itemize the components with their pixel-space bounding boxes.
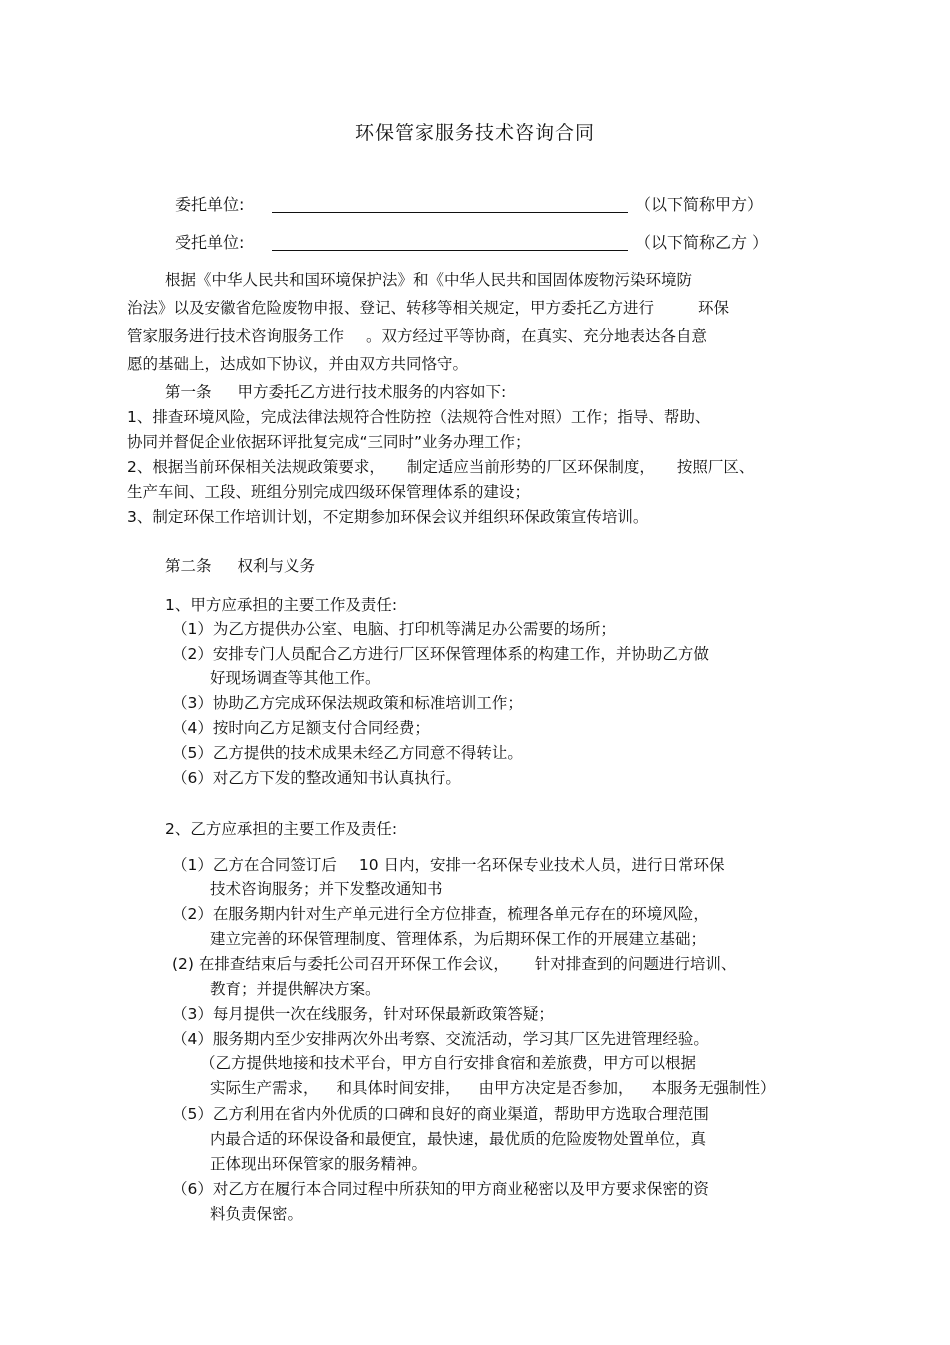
document-title: 环保管家服务技术咨询合同 [354, 122, 595, 144]
intro-line [127, 297, 729, 319]
partyA-line: （5）乙方提供的技术成果未经乙方同意不得转让。 [172, 744, 523, 762]
item-text: 2、根据当前环保相关法规政策要求， [127, 458, 385, 476]
item-text: 协同并督促企业依据环评批复完成“三同时”业务办理工作； [127, 433, 531, 451]
intro-line [165, 269, 692, 291]
partyB-line [172, 854, 725, 876]
partyB-line: 技术咨询服务；并下发整改通知书 [210, 880, 443, 898]
article1-item [127, 431, 531, 453]
line-text: 针对排查到的问题进行培训、 [534, 955, 737, 973]
intro-line [127, 325, 707, 347]
contractor-blank-line[interactable] [272, 250, 628, 251]
intro-text: 治法》以及安徽省危险废物申报、登记、转移等相关规定，甲方委托乙方进行 [127, 299, 655, 317]
partyA-line: （6）对乙方下发的整改通知书认真执行。 [172, 769, 461, 787]
line-text: 10 日内，安排一名环保专业技术人员，进行日常环保 [358, 856, 725, 874]
partyA-line: （1）为乙方提供办公室、电脑、打印机等满足办公需要的场所； [172, 620, 616, 638]
client-blank-line[interactable] [272, 212, 628, 213]
article-number: 第二条 [165, 557, 212, 575]
intro-line [127, 353, 468, 375]
article1-heading [165, 381, 506, 403]
article1-item [127, 406, 710, 428]
partyB-line: （4）服务期内至少安排两次外出考察、交流活动，学习其厂区先进管理经验。 [172, 1030, 709, 1048]
article-title: 权利与义务 [237, 557, 316, 575]
item-text: 3、制定环保工作培训计划，不定期参加环保会议并组织环保政策宣传培训。 [127, 508, 649, 526]
line-text: 本服务无强制性） [651, 1079, 776, 1097]
partyA-line: （2）安排专门人员配合乙方进行厂区环保管理体系的构建工作，并协助乙方做 [172, 645, 709, 663]
partyB-line [210, 1077, 776, 1099]
article-number: 第一条 [165, 383, 212, 401]
item-text: 按照厂区、 [676, 458, 755, 476]
partyA-line: 好现场调查等其他工作。 [210, 669, 381, 687]
partyB-line: 内最合适的环保设备和最便宜，最快速，最优质的危险废物处置单位，真 [210, 1130, 707, 1148]
partyB-line [172, 953, 736, 975]
intro-text: 环保 [698, 299, 730, 317]
partyB-line: 建立完善的环保管理制度、管理体系，为后期环保工作的开展建立基础； [210, 930, 707, 948]
article1-item [127, 456, 754, 478]
article1-item [127, 481, 530, 503]
contractor-label: 受托单位: [175, 233, 245, 252]
line-text: 和具体时间安排， [336, 1079, 461, 1097]
intro-text: 愿的基础上，达成如下协议，并由双方共同恪守。 [127, 355, 469, 373]
intro-text: 。双方经过平等协商，在真实、充分地表达各自意 [366, 327, 708, 345]
partyB-line: （乙方提供地接和技术平台，甲方自行安排食宿和差旅费，甲方可以根据 [200, 1054, 697, 1072]
partyB-line: 正体现出环保管家的服务精神。 [210, 1155, 428, 1173]
partyA-heading: 1、甲方应承担的主要工作及责任: [165, 596, 398, 614]
line-text: (2) 在排查结束后与委托公司召开环保工作会议， [172, 955, 509, 973]
item-text: 生产车间、工段、班组分别完成四级环保管理体系的建设； [127, 483, 531, 501]
intro-text: 根据《中华人民共和国环境保护法》和《中华人民共和国固体废物污染环境防 [165, 271, 693, 289]
line-text: 实际生产需求， [210, 1079, 319, 1097]
partyB-line: 料负责保密。 [210, 1205, 304, 1223]
item-text: 1、排查环境风险，完成法律法规符合性防控（法规符合性对照）工作；指导、帮助、 [127, 408, 711, 426]
article1-item [127, 506, 648, 528]
article-title: 甲方委托乙方进行技术服务的内容如下: [237, 383, 507, 401]
client-suffix: （以下简称甲方） [635, 195, 764, 214]
partyB-line: 教育；并提供解决方案。 [210, 980, 381, 998]
partyB-line: （3）每月提供一次在线服务，针对环保最新政策答疑； [172, 1005, 554, 1023]
partyB-line: （2）在服务期内针对生产单元进行全方位排查，梳理各单元存在的环境风险， [172, 905, 709, 923]
partyA-line: （4）按时向乙方足额支付合同经费； [172, 719, 430, 737]
partyB-line: （6）对乙方在履行本合同过程中所获知的甲方商业秘密以及甲方要求保密的资 [172, 1180, 709, 1198]
item-text: 制定适应当前形势的厂区环保制度， [406, 458, 655, 476]
partyA-line: （3）协助乙方完成环保法规政策和标准培训工作； [172, 694, 523, 712]
line-text: 由甲方决定是否参加， [478, 1079, 634, 1097]
partyB-heading: 2、乙方应承担的主要工作及责任: [165, 820, 398, 838]
client-label: 委托单位: [175, 195, 245, 214]
contractor-suffix: （以下简称乙方 ） [635, 233, 769, 252]
line-text: （1）乙方在合同签订后 [172, 856, 337, 874]
intro-text: 管家服务进行技术咨询服务工作 [127, 327, 345, 345]
partyB-line: （5）乙方利用在省内外优质的口碑和良好的商业渠道，帮助甲方选取合理范围 [172, 1105, 709, 1123]
article2-heading [165, 555, 315, 577]
